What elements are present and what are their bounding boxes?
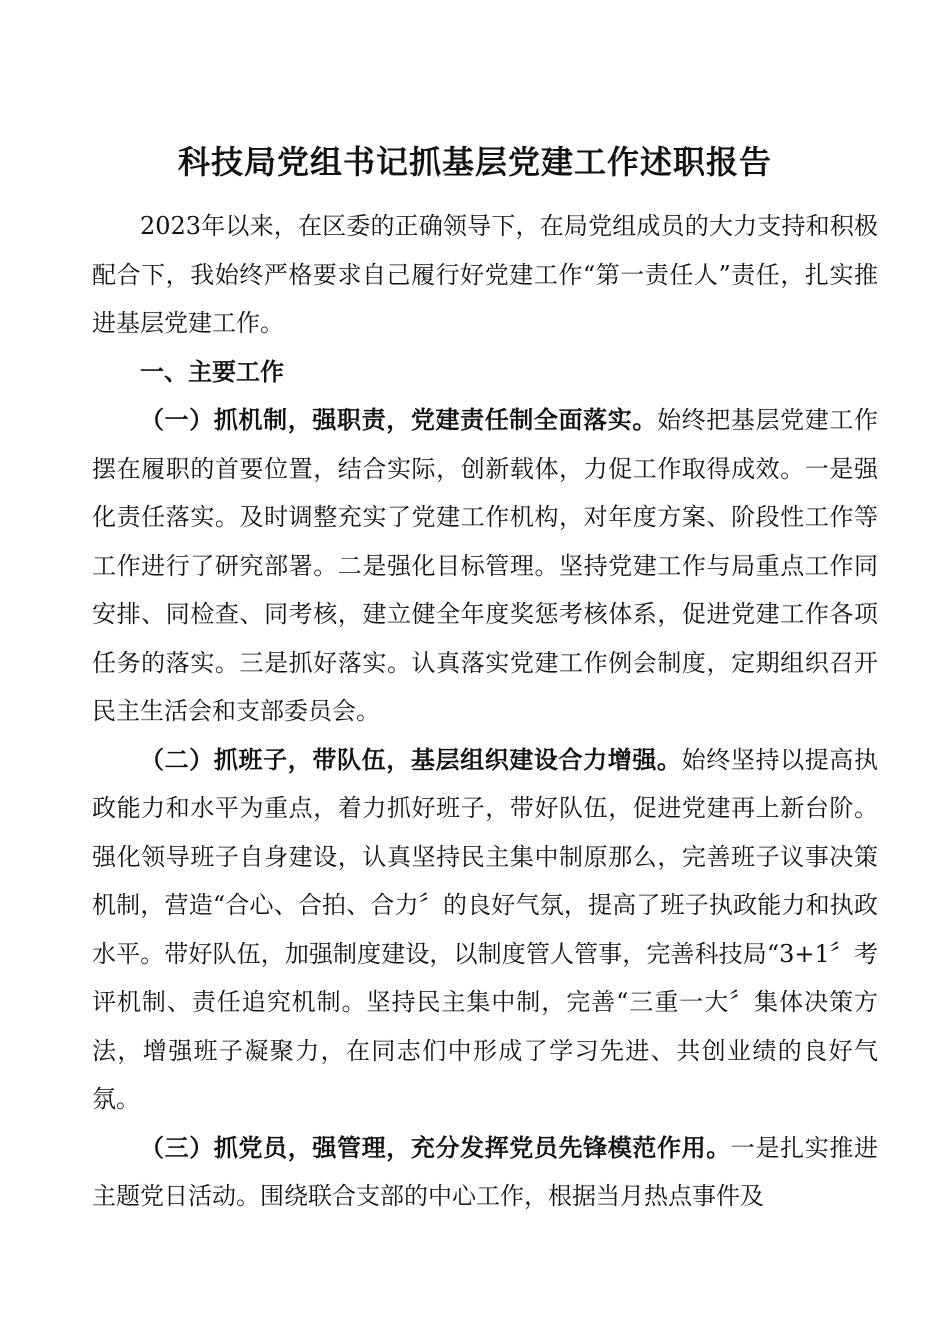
item-paragraph-1	[92, 396, 878, 736]
item-lead: （三）抓党员，强管理，充分发挥党员先锋模范作用。	[140, 1133, 731, 1162]
item-paragraph-3	[92, 1124, 878, 1221]
item-text: 一是扎实推进主题党日活动。围绕联合支部的中心工作，根据当月热点事件及	[92, 1133, 879, 1210]
document-body	[92, 202, 878, 1221]
item-lead: （二）抓班子，带队伍，基层组织建设合力增强。	[140, 745, 682, 774]
intro-paragraph: 2023年以来，在区委的正确领导下，在局党组成员的大力支持和积极配合下，我始终严格要求自己履行好党建工作“第一责任人”责任，扎实推进基层党建工作。	[92, 212, 878, 337]
item-text: 始终把基层党建工作摆在履职的首要位置，结合实际，创新载体，力促工作取得成效。一是强化责任落实。及时调整充实了党建工作机构，对年度方案、阶段性工作等工作进行了研究部署。二是强化目标管理。坚持党建工作与局重点工作同安排、同检查、同考核，建立健全年度奖惩考核体系，促进党建工作各项任务的落实。三是抓好落实。认真落实党建工作例会制度，定期组织召开民主生活会和支部委员会。	[92, 406, 879, 725]
section-heading: 一、主要工作	[140, 357, 284, 386]
item-paragraph-2	[92, 736, 878, 1124]
item-lead: （一）抓机制，强职责，党建责任制全面落实。	[140, 406, 658, 434]
item-text: 始终坚持以提高执政能力和水平为重点，着力抓好班子，带好队伍，促进党建再上新台阶。强化领导班子自身建设，认真坚持民主集中制原那么，完善班子议事决策机制，营造“合心、合拍、合力〞的良好气氛，提高了班子执政能力和执政水平。带好队伍，加强制度建设，以制度管人管事，完善科技局“3+1〞考评机制、责任追究机制。坚持民主集中制，完善“三重一大〞集体决策方法，增强班子凝聚力，在同志们中形成了学习先进、共创业绩的良好气氛。	[92, 745, 879, 1113]
document-title: 科技局党组书记抓基层党建工作述职报告	[177, 143, 772, 181]
